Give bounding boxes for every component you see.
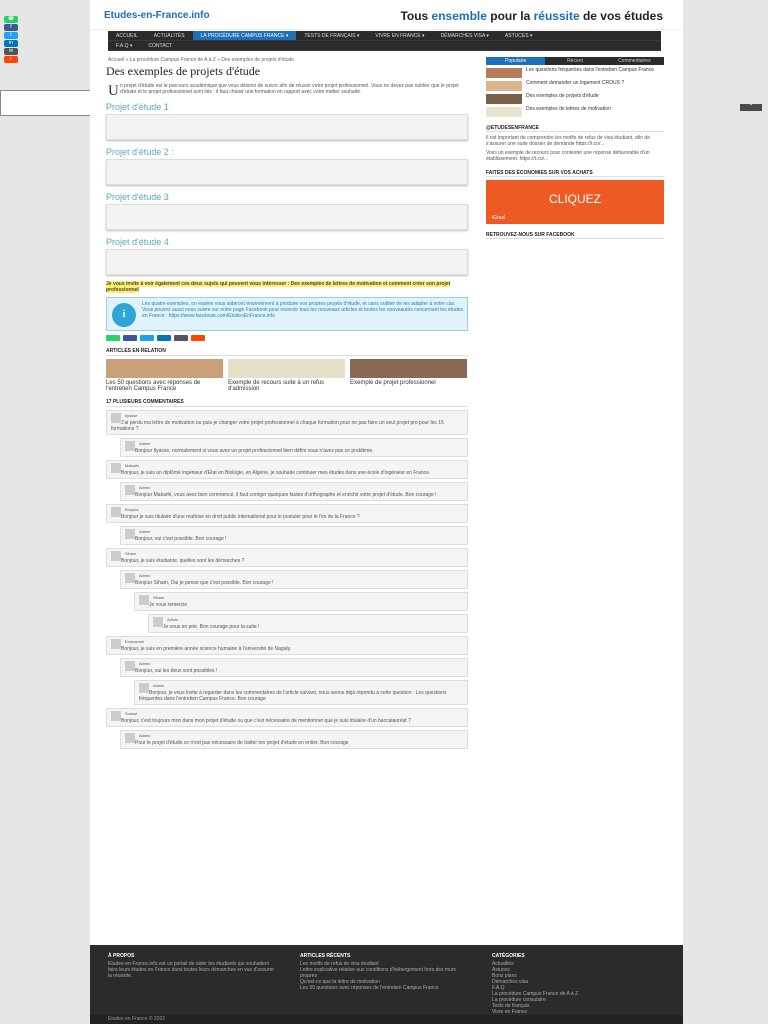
page-title: Des exemples de projets d'étude xyxy=(106,64,261,78)
comment-text: Bonjour Siham, Oui je pense que c'est possible. Bon courage ! xyxy=(135,580,274,586)
slogan-part: de vos études xyxy=(579,9,663,23)
nav-item-contact[interactable]: CONTACT xyxy=(148,43,173,49)
twitter-icon[interactable]: t xyxy=(4,32,18,39)
ad-banner[interactable] xyxy=(486,180,664,224)
article xyxy=(106,64,468,749)
related-thumbnail[interactable] xyxy=(106,359,223,378)
project-heading: Projet d'étude 2 : xyxy=(106,147,174,157)
comment-list xyxy=(106,410,468,749)
avatar xyxy=(125,661,135,671)
whatsapp-icon[interactable] xyxy=(106,335,120,341)
avatar xyxy=(111,551,121,561)
comment-text: J'ai perdu ma lettre de motivation ou puis-je changer votre projet professionnel à chaque formation pour ne pas faire un seul projet pro pour les 15 formations ? xyxy=(111,420,444,432)
footer-link[interactable]: La procédure Campus France de A à Z xyxy=(492,991,579,997)
footer-copyright: Etudes en France © 2022 xyxy=(90,1015,683,1024)
comment xyxy=(134,592,468,611)
comment xyxy=(120,658,468,677)
email-icon[interactable] xyxy=(174,335,188,341)
reddit-icon[interactable] xyxy=(191,335,205,341)
nav-item-faq[interactable]: F.A.Q ▾ xyxy=(116,43,133,49)
comment-author: Bonjour xyxy=(125,507,139,512)
comment xyxy=(120,526,468,545)
facebook-heading: RETROUVEZ-NOUS SUR FACEBOOK xyxy=(486,232,664,239)
linkedin-icon[interactable]: in xyxy=(4,40,18,47)
avatar xyxy=(139,683,149,693)
comment-author: Admin xyxy=(139,661,151,666)
thumbnail[interactable] xyxy=(486,68,522,78)
project-text xyxy=(106,249,468,275)
linkedin-icon[interactable] xyxy=(157,335,171,341)
comment-author: Admin xyxy=(139,485,151,490)
list-item[interactable] xyxy=(486,94,664,104)
article-intro xyxy=(108,83,468,99)
slogan-part: pour la xyxy=(490,9,534,23)
footer-recent xyxy=(300,953,470,991)
reddit-icon[interactable]: r xyxy=(4,56,18,63)
footer-heading: ARTICLES RÉCENTS xyxy=(300,953,351,959)
footer-link[interactable]: Les motifs de refus de visa étudiant xyxy=(300,961,379,967)
comment-author: Ilyasse xyxy=(125,413,138,418)
footer-link[interactable]: Qu'est-ce que la lettre de motivation xyxy=(300,979,380,985)
comment-author: Admin xyxy=(167,617,179,622)
comment-text: Bonjour, oui les deux sont possibles ! xyxy=(135,668,218,674)
scroll-top-button[interactable]: ⌃ xyxy=(740,104,762,111)
site-footer xyxy=(90,945,683,1024)
nav-item-procedure[interactable]: LA PROCÉDURE CAMPUS FRANCE ▾ xyxy=(193,31,297,40)
share-buttons xyxy=(106,335,468,341)
comment-text: Bonjour, je suis un diplômé ingénieur d'État en Biologie, en Algérie, je souhaite continuer mes études dans une école d'ingénieur en France. xyxy=(121,470,431,476)
list-item[interactable] xyxy=(486,68,664,78)
avatar xyxy=(111,463,121,473)
comment xyxy=(106,460,468,479)
tab-recent[interactable]: Récent xyxy=(545,57,604,65)
project-heading: Projet d'étude 4 xyxy=(106,237,169,247)
project-text xyxy=(106,204,468,230)
footer-link[interactable]: Lettre explicative relative aux conditions d'hébergement hors des murs propres xyxy=(300,967,457,979)
footer-link[interactable]: Bons plans xyxy=(492,973,517,979)
thumbnail[interactable] xyxy=(486,94,522,104)
comment-text: Bonjour, je suis étudiante, quelles sont les démarches ? xyxy=(121,558,245,564)
comment-text: Bonjour, je vous invite à regarder dans les commentaires de l'article suivant, nous avons déjà répondu à cette question : Les questions fréquentes dans l'entretien Campus France. Bon courage xyxy=(139,690,447,702)
footer-link[interactable]: F.A.Q xyxy=(492,985,505,991)
invite-text xyxy=(106,281,468,293)
info-text: Les quatre exemples, on espère vous aideront énormément à produire vos propres projets d'étude, et sans oublier de les adapter à votre cas. Vous pouvez aussi nous suivre sur notre page Facebook pour recevoir tous les nouveaux articles et toutes les nouveautés concernant les études en France : https://www.facebook.com/EtudesEnFrance.info xyxy=(142,301,464,319)
popular-title[interactable]: Des exemples de projets d'étude xyxy=(526,93,599,99)
nav-item-actualites[interactable]: ACTUALITÉS xyxy=(153,33,185,39)
footer-about-text: Etudes-en-France.info est un portail de aider les étudiants qui souhaitent faire leurs études en France dans toutes leurs démarches en vue d'assurer la réussite. xyxy=(108,961,275,979)
sidebar-tabs xyxy=(486,57,664,65)
twitter-icon[interactable] xyxy=(140,335,154,341)
comment-author: Admin xyxy=(153,683,165,688)
tab-comments[interactable]: Commentaires xyxy=(605,57,664,65)
related-item[interactable] xyxy=(106,359,223,392)
comment-text: Bonjour, c'est toujours mon dans mon projet d'étude ou que c'est nécessaire de mentionner que je suis titulaire d'un baccalauréat ? xyxy=(121,718,411,724)
footer-link[interactable]: Démarches visa xyxy=(492,979,528,985)
comment xyxy=(148,614,468,633)
related-thumbnail[interactable] xyxy=(350,359,467,378)
footer-link[interactable]: Vivre en France xyxy=(492,1009,528,1015)
related-item[interactable] xyxy=(228,359,345,392)
footer-link[interactable]: Les 50 questions avec réponses de l'entretien Campus France xyxy=(300,985,439,991)
slogan-part: ensemble xyxy=(428,9,491,23)
comment xyxy=(120,438,468,457)
footer-categories xyxy=(492,953,662,1015)
comment-text: Je vous remercie xyxy=(149,602,188,608)
breadcrumb: Accueil » La procédure Campus France de A à Z » Des exemples de projets d'étude xyxy=(108,57,295,63)
project-heading: Projet d'étude 1 xyxy=(106,102,169,112)
avatar xyxy=(111,639,121,649)
project-text xyxy=(106,114,468,140)
main-nav xyxy=(108,31,661,51)
footer-link[interactable]: La procédure consulaire xyxy=(492,997,546,1003)
comment-author: Admin xyxy=(139,573,151,578)
comment-text: Bonjour, oui c'est possible. Bon courage ! xyxy=(135,536,227,542)
comment xyxy=(106,636,468,655)
related-title[interactable]: Exemple de recours suite à un refus d'admission xyxy=(228,380,325,392)
avatar xyxy=(125,441,135,451)
footer-heading: À PROPOS xyxy=(108,953,135,959)
comment xyxy=(106,548,468,567)
comment-text: Bonjour Ilyasse, normalement si vous avez un projet professionnel bien défini vous n'avez pas ce problème. xyxy=(135,448,374,454)
avatar xyxy=(153,617,163,627)
twitter-heading: @ETUDESENFRANCE xyxy=(486,125,664,132)
comment-text: Bonjour, je suis en première année science humaine à l'université de Nagaly. xyxy=(121,646,292,652)
ad-heading: FAITES DES ÉCONOMIES SUR VOS ACHATS xyxy=(486,170,664,177)
project-heading: Projet d'étude 3 xyxy=(106,192,169,202)
site-logo[interactable]: Etudes-en-France.info xyxy=(104,10,210,21)
facebook-icon[interactable]: f xyxy=(4,24,18,31)
footer-link[interactable]: Tests de français xyxy=(492,1003,530,1009)
slogan-part: Tous xyxy=(400,9,429,23)
sidebar xyxy=(486,57,664,239)
footer-heading: CATÉGORIES xyxy=(492,953,525,959)
site-header xyxy=(90,0,683,30)
facebook-icon[interactable] xyxy=(123,335,137,341)
comment-text: Bonjour Makarhi, vous avez bien commencé, il faut corriger quelques fautes d'orthographe et enrichir votre projet d'étude. Bon courage ! xyxy=(135,492,437,498)
invite-highlight[interactable]: Je vous invite à voir également ces deux sujets qui peuvent vous intéresser : Des exemples de lettres de motivation et comment créer son projet professionnel xyxy=(106,281,451,293)
avatar xyxy=(125,529,135,539)
ad-brand: iGraal xyxy=(492,215,506,221)
avatar xyxy=(111,507,121,517)
comment-author: Admin xyxy=(139,441,151,446)
comment-author: Admin xyxy=(139,733,151,738)
thumbnail[interactable] xyxy=(486,107,522,117)
nav-item-visa[interactable]: DÉMARCHES VISA ▾ xyxy=(440,33,489,39)
comment xyxy=(120,482,468,501)
comment-author: Makarhi xyxy=(125,463,140,468)
related-articles xyxy=(106,359,468,392)
info-box xyxy=(106,297,468,331)
ad-text: CLIQUEZ xyxy=(548,192,601,206)
page-container xyxy=(90,0,683,1024)
comment-text: Pour le projet d'étude ce n'est pas nécessaire de traiter ton projet d'étude en entier. Bon courage xyxy=(135,740,349,746)
footer-link[interactable]: Astuces xyxy=(492,967,510,973)
related-heading: ARTICLES EN RELATION xyxy=(106,348,468,356)
intro-text: n projet d'étude est le parcours académique que vous désirez de suivre afin de réussir votre projet professionnel. Vous ne devez pas oublier que le projet d'étude et le projet professionnel sont liés : il faut choisir une formation en rapport avec votre métier souhaité. xyxy=(120,83,459,95)
comment-author: Siham xyxy=(153,595,165,600)
comment-author: Emmanuel xyxy=(125,639,145,644)
comment-author: Siham xyxy=(125,551,137,556)
tweet[interactable]: Voici un exemple de recours pour contester une réponse défavorable d'un établissement. https://t.co/... xyxy=(486,150,650,162)
list-item[interactable] xyxy=(486,81,664,91)
tab-popular[interactable]: Populaire xyxy=(486,57,545,65)
slogan-part: réussite xyxy=(533,9,580,23)
site-slogan xyxy=(400,9,663,23)
nav-item-accueil[interactable]: ACCUEIL xyxy=(116,33,138,39)
popular-list xyxy=(486,68,664,117)
popular-title[interactable]: Les questions fréquentes dans l'entretien Campus France xyxy=(526,67,654,73)
floating-panel xyxy=(0,90,104,116)
avatar xyxy=(111,711,121,721)
nav-item-astuces[interactable]: ASTUCES ▾ xyxy=(504,33,533,39)
email-icon[interactable]: ✉ xyxy=(4,48,18,55)
comment xyxy=(106,410,468,435)
avatar xyxy=(125,485,135,495)
info-icon: i xyxy=(112,303,136,327)
related-title[interactable]: Exemple de projet professionnel xyxy=(350,380,436,386)
whatsapp-icon[interactable]: ☎ xyxy=(4,16,18,23)
related-item[interactable] xyxy=(350,359,467,392)
thumbnail[interactable] xyxy=(486,81,522,91)
comment-text: Bonjour je suis titulaire d'une maîtrise en droit public international pour le postuler pour le l'ex de la France ? xyxy=(121,514,360,520)
popular-title[interactable]: Comment demander un logement CROUS ? xyxy=(526,80,625,86)
avatar xyxy=(125,733,135,743)
comment xyxy=(106,504,468,523)
nav-item-tests[interactable]: TESTS DE FRANÇAIS ▾ xyxy=(304,33,360,39)
footer-link[interactable]: Actualités xyxy=(492,961,514,967)
comment xyxy=(106,708,468,727)
comment-text: Je vous en prie. Bon courage pour la suite ! xyxy=(163,624,260,630)
tweet[interactable]: Il est important de comprendre les motifs de refus de visa étudiant, afin de s'assurer une suite dossier de demande https://t.co/... xyxy=(486,135,650,147)
comments-heading: 17 PLUSIEURS COMMENTAIRES xyxy=(106,399,468,407)
nav-item-vivre[interactable]: VIVRE EN FRANCE ▾ xyxy=(375,33,425,39)
comment-author: Soussi xyxy=(125,711,138,716)
social-share-bar xyxy=(4,16,20,64)
avatar xyxy=(111,413,121,423)
footer-about xyxy=(108,953,278,979)
avatar xyxy=(139,595,149,605)
comment-author: Admin xyxy=(139,529,151,534)
list-item[interactable] xyxy=(486,107,664,117)
comment xyxy=(120,730,468,749)
related-thumbnail[interactable] xyxy=(228,359,345,378)
avatar xyxy=(125,573,135,583)
popular-title[interactable]: Des exemples de lettres de motivation xyxy=(526,106,611,112)
project-text xyxy=(106,159,468,185)
comment xyxy=(134,680,468,705)
comment xyxy=(120,570,468,589)
drop-cap: U xyxy=(108,83,119,99)
related-title[interactable]: Les 50 questions avec réponses de l'entretien Campus France xyxy=(106,380,201,392)
